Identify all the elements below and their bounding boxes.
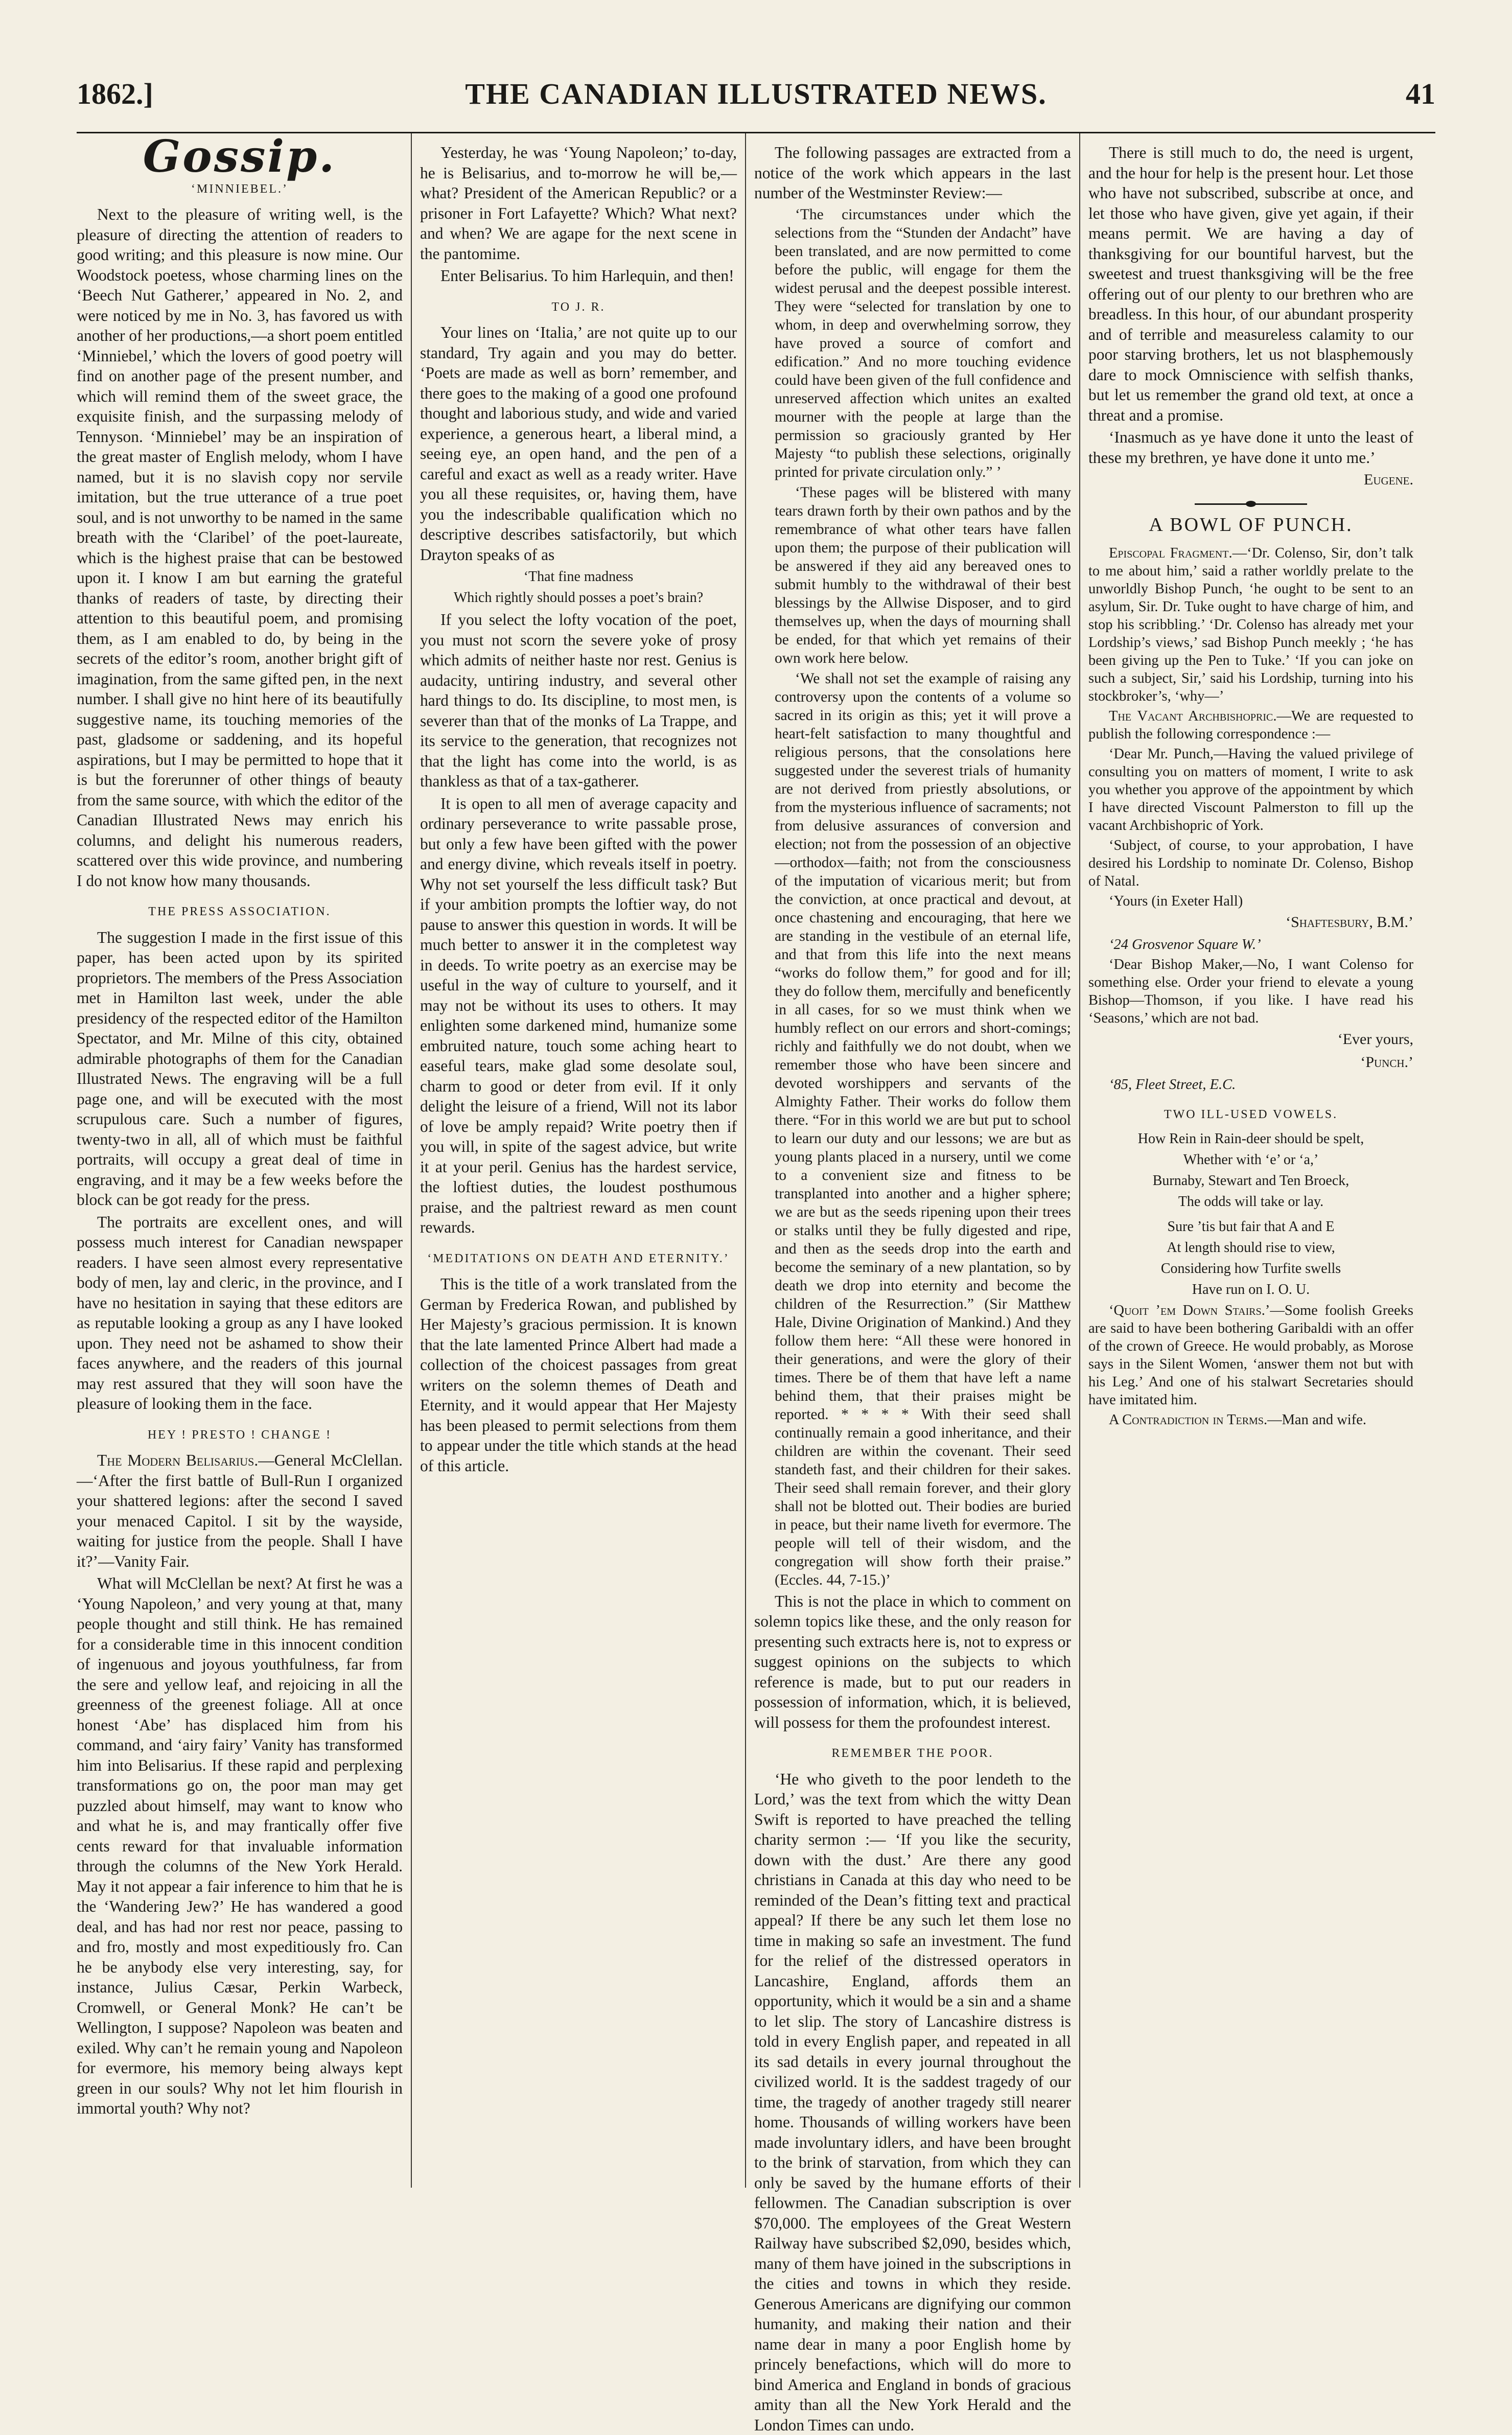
article-paragraph: ‘Inasmuch as ye have done it unto the least of these my brethren, ye have done it unto me.’ bbox=[1088, 427, 1413, 468]
lead-in: A Contradiction in Terms. bbox=[1109, 1412, 1267, 1428]
page-number: 41 bbox=[1406, 77, 1435, 111]
column-4 bbox=[1079, 133, 1413, 2188]
section-heading-gossip: Gossip. bbox=[77, 147, 403, 167]
article-paragraph: Next to the pleasure of writing well, is the pleasure of directing the attention of readers to good writing; and this pleasure is now mine. Our Woodstock poetess, whose charming lines on the ‘Beech Nut Gatherer,’ appeared in No. 2, and were noticed by me in No. 3, has favored us with another of her productions,—a short poem entitled ‘Minniebel,’ which the lovers of good poetry will find on another page of the present number, and which will remind them of the sweet grace, the exquisite finish, and the surpassing melody of Tennyson. ‘Minniebel’ may be an inspiration of the great master of English melody, whom I have named, but it is no slavish copy nor servile imitation, but the true utterance of a true poet soul, and is not unworthy to be named in the same breath with the ‘Claribel’ of the poet-laureate, which is the highest praise that can be bestowed upon it. I know I am but earning the grateful thanks of readers of taste, by directing their attention to this beautiful poem, and promising them, as I am enabled to do, by being in the secrets of the editor’s room, another bright gift of imagination, from the same gifted pen, in the next number. I shall give no hint here of its beautifully suggestive name, its touching memories of the past, gladsome or saddening, and its hopeful aspirations, but I may be permitted to hope that it is but the forerunner of other things of beauty from the same source, with which the editor of the Canadian Illustrated News may enrich his columns, and delight his numerous readers, scattered over this wide province, and numbering I do not know how many thousands. bbox=[77, 204, 403, 891]
article-paragraph: It is open to all men of average capacity and ordinary perseverance to write passable prose, but only a few have been gifted with the power and energy divine, which reveals itself in poetry. Why not set yourself the less difficult task? But if your ambition prompts the loftier way, do not pause to answer this question in words. It will be much better to answer it in the completest way in deeds. To write poetry as an exercise may be useful in the way of culture to yourself, and it may not be without its uses to others. It may enlighten some darkened mind, humanize some embruited nature, touch some aching heart to easeful tears, make glad some desolate soul, charm to good or deter from evil. If it only delight the leisure of a friend, Will not its labor of love be amply repaid? Write poetry then if you will, in spite of the sagest advice, but write it at your peril. Genius has the hardest service, the loftiest duties, the loudest posthumous praise, and the paltriest reward as men count rewards. bbox=[420, 794, 737, 1238]
article-paragraph: ‘Quoit ’em Down Stairs.’—Some foolish Greeks are said to have been bothering Garibaldi with an offer of the crown of Greece. He would probably, as Morose says in the Silent Women, ‘answer them not but with his Leg.’ And one of his stalwart Secretaries should have imitated him. bbox=[1088, 1302, 1413, 1409]
column-3 bbox=[745, 133, 1079, 2188]
letter-paragraph: ‘Dear Mr. Punch,—Having the valued privilege of consulting you on matters of moment, I write to ask you whether you approve of the appointment by which I have directed Viscount Palmerston to fill up the vacant Archbishopric of York. bbox=[1088, 745, 1413, 834]
article-paragraph: Enter Belisarius. To him Harlequin, and then! bbox=[420, 266, 737, 286]
article-paragraph: What will McClellan be next? At first he was a ‘Young Napoleon,’ and very young at that, many people thought and still think. He has remained for a considerable time in this innocent condition of ingenuous and joyous youthfulness, far from the sere and yellow leaf, and rejoicing in all the greenness of the greenest foliage. All at once honest ‘Abe’ has displaced him from his command, and ‘airy fairy’ Vanity has transformed him into Belisarius. If these rapid and perplexing transformations go on, the poor man may get puzzled about himself, may want to know who and what he is, and may frantically offer five cents reward for that invaluable information through the columns of the New York Herald. May it not appear a fair inference to him that he is the ‘Wandering Jew?’ He has wandered a good deal, and has had nor rest nor peace, passing to and fro, mostly and most expeditiously fro. Can he be anybody else very interesting, say, for instance, Julius Cæsar, Perkin Warbeck, Cromwell, or General Monk? He can’t be Wellington, I suppose? Napoleon was beaten and exiled. Why can’t he remain young and Napoleon for evermore, his memory being always kept green in our souls? Why not let him flourish in immortal youth? Why not? bbox=[77, 1573, 403, 2119]
verse-line: Whether with ‘e’ or ‘a,’ bbox=[1088, 1151, 1413, 1169]
quoted-passage: ‘The circumstances under which the selections from the “Stunden der Andacht” have been translated, and are now permitted to come before the public, will engage for them the widest perusal and the deepest possible interest. They were “selected for translation by one to whom, in deep and overwhelming sorrow, they have proved a source of comfort and edification.” And no more touching evidence could have been given of the full confidence and unreserved affection which unites an exalted mourner with the people at large than the permission so graciously granted by Her Majesty “to publish these selections, originally printed for private circulation only.” ’ bbox=[754, 205, 1071, 481]
article-paragraph: Yesterday, he was ‘Young Napoleon;’ to-day, he is Belisarius, and to-morrow he will be,—what? President of the American Republic? or a prisoner in Fort Lafayette? Which? What next? and when? We are agape for the next scene in the pantomime. bbox=[420, 143, 737, 264]
section-divider bbox=[1195, 503, 1307, 505]
article-columns bbox=[77, 132, 1435, 2188]
masthead bbox=[77, 77, 1435, 123]
article-paragraph: ‘He who giveth to the poor lendeth to the Lord,’ was the text from which the witty Dean Swift is reported to have preached the telling charity sermon :— ‘If you like the security, down with the dust.’ Are there any good christians in Canada at this day who need to be reminded of the Dean’s fitting text and practical appeal? If there be any such let them lose no time in making so safe an investment. The fund for the relief of the distressed operators in Lancashire, England, affords them an opportunity, which it would be a sin and a shame to let slip. The story of Lancashire distress is told in every English paper, and repeated in all its sad details in every journal throughout the civilized world. It is the saddest tragedy of our time, the tragedy of another tragedy still nearer home. Thousands of willing workers have been made involuntary idlers, and have been brought to the brink of starvation, from which they can only be saved by the humane efforts of their fellowmen. The Canadian subscription is over $70,000. The employees of the Great Western Railway have subscribed $2,090, besides which, many of them have joined in the subscriptions in the cities and towns in which they reside. Generous Americans are dignifying our common humanity, and making their nation and their name dear in many a poor English home by princely benefactions, which will do more to bind America and England in bonds of gracious amity than all the New York Herald and the London Times can undo. bbox=[754, 1769, 1071, 2435]
article-heading-meditations: ‘MEDITATIONS ON DEATH AND ETERNITY.’ bbox=[420, 1249, 737, 1269]
letter-paragraph: ‘Dear Bishop Maker,—No, I want Colenso for something else. Order your friend to elevate a young Bishop—Thomson, if you like. I have read his ‘Seasons,’ which are not bad. bbox=[1088, 956, 1413, 1027]
article-paragraph: This is not the place in which to comment on solemn topics like these, and the only reason for presenting such extracts here is, not to express or suggest opinions on the subjects to which reference is made, but to put our readers in possession of information, which, it is believed, will possess for them the profoundest interest. bbox=[754, 1591, 1071, 1733]
verse-line: Which rightly should posses a poet’s brain? bbox=[420, 589, 737, 607]
quoted-passage: ‘We shall not set the example of raising any controversy upon the contents of a volume so sacred in its origin as this; yet it will prove a heart-felt satisfaction to many thoughtful and religious persons, that the consolations here suggested under the severest trials of humanity are not derived from priestly absolutions, or from the mysterious influence of sacraments; not from delusive assurances of conversion and election; not from the possession of an objective—orthodox—faith; not from the consciousness of the imputation of vicarious merit; but from the conviction, at once practical and devout, at once chastening and encouraging, that here we are standing in the vestibule of an eternal life, and that from this life into the next means “works do follow them,” for good and for ill; they do follow them, mercifully and beneficently in all cases, for so we must think when we humbly reflect on our errors and short-comings; richly and faithfully we do not doubt, when we remember those who have been sincere and devoted worshippers and servants of the Almighty Father. Their works do follow them there. “For in this world we are but put to school to learn our duty and our lessons; we are but as young plants placed in a nursery, until we come to a convenient size and fitness to be transplanted into another and a higher sphere; we are but as the seeds ripening upon their trees or stalks until they be fully digested and ripe, and then as the seeds drop into the earth and become the seminary of a new plantation, so by death we drop into eternity and become the children of the Resurrection.” (Sir Matthew Hale, Divine Origination of Mankind.) And they follow them here: “All these were honored in their generations, and were the glory of their times. There be of them that have left a name behind them, that their praises might be reported. * * * * With their seed shall continually remain a good inheritance, and their children are within the covenant. Their seed standeth fast, and their children for their sakes. Their seed shall remain forever, and their glory shall not be blotted out. Their bodies are buried in peace, but their name liveth for evermore. The people will tell of their wisdom, and the congregation will show forth their praise.” (Eccles. 44, 7-15.)’ bbox=[754, 669, 1071, 1589]
article-heading-vowels: TWO ILL-USED VOWELS. bbox=[1088, 1105, 1413, 1125]
article-heading-remember-poor: REMEMBER THE POOR. bbox=[754, 1744, 1071, 1764]
article-paragraph: This is the title of a work translated from the German by Frederica Rowan, and published by Her Majesty’s gracious permission. It is known that the late lamented Prince Albert had made a collection of the choicest passages from great writers on the solemn themes of Death and Eternity, and it would appear that Her Majesty has been pleased to permit selections from them to appear under the title which stands at the head of this article. bbox=[420, 1274, 737, 1476]
article-paragraph: The suggestion I made in the first issue of this paper, has been acted upon by its spirited proprietors. The members of the Press Association met in Hamilton last week, under the able presidency of the respected editor of the Hamilton Spectator, and Mr. Milne of this city, obtained admirable photographs of them for the Canadian Illustrated News. The engraving will be a full page one, and will be executed with the most scrupulous care. Such a number of figures, twenty-two in all, all of which must be faithful portraits, will occupy a great deal of time in engraving, and it may be a few weeks before the block can be got ready for the press. bbox=[77, 927, 403, 1210]
letter-address: ‘24 Grosvenor Square W.’ bbox=[1088, 936, 1413, 954]
verse-line: Have run on I. O. U. bbox=[1088, 1281, 1413, 1298]
article-heading-minniebel: ‘MINNIEBEL.’ bbox=[77, 179, 403, 200]
article-heading-press-association: THE PRESS ASSOCIATION. bbox=[77, 902, 403, 922]
letter-signature: ‘Punch.’ bbox=[1088, 1052, 1413, 1073]
verse-line: Burnaby, Stewart and Ten Broeck, bbox=[1088, 1172, 1413, 1190]
lead-in: The Modern Belisarius. bbox=[97, 1451, 258, 1469]
article-paragraph: The portraits are excellent ones, and will possess much interest for Canadian newspaper readers. I have seen almost every representative body of men, lay and cleric, in the province, and I have no hesitation in saying that these editors are as reputable looking a group as any I have looked upon. They need not be ashamed to show their faces anywhere, and the readers of this journal may rest assured that they will soon have the pleasure of looking them in the face. bbox=[77, 1212, 403, 1414]
issue-year: 1862.] bbox=[77, 77, 153, 111]
verse-line: Considering how Turfite swells bbox=[1088, 1260, 1413, 1278]
article-paragraph: A Contradiction in Terms.—Man and wife. bbox=[1088, 1411, 1413, 1429]
lead-in: ‘Quoit ’em Down Stairs.’ bbox=[1109, 1303, 1270, 1318]
article-paragraph: The following passages are extracted from a notice of the work which appears in the last number of the Westminster Review:— bbox=[754, 143, 1071, 203]
article-paragraph: If you select the lofty vocation of the poet, you must not scorn the severe yoke of prosy which admits of neither haste nor rest. Genius is audacity, untiring industry, and several other hard things to do. Its discipline, to most men, is severer than that of the monks of La Trappe, and its service to the generation, that recognizes not that the light has come into the world, is as thankless as that of a tax-gatherer. bbox=[420, 610, 737, 792]
letter-closing: ‘Ever yours, bbox=[1088, 1029, 1413, 1050]
article-paragraph: Episcopal Fragment.—‘Dr. Colenso, Sir, don’t talk to me about him,’ said a rather worldly prelate to the unworldly Bishop Punch, ‘he ought to be sent to an asylum, Sir. Dr. Tuke ought to have charge of him, and stop his scribbling.’ ‘Dr. Colenso has already met your Lordship’s views,’ sad Bishop Punch meekly ; ‘he has been giving up the Pen to Tuke.’ ‘If you can joke on such a subject, Sir,’ said his Lordship, turning into his stockbroker’s, ‘why—’ bbox=[1088, 544, 1413, 705]
verse-line: Sure ’tis but fair that A and E bbox=[1088, 1218, 1413, 1236]
lead-in: Episcopal Fragment. bbox=[1109, 545, 1232, 561]
article-paragraph: Your lines on ‘Italia,’ are not quite up to our standard, Try again and you may do better. ‘Poets are made as well as born’ remember, and there goes to the making of a good one profound thought and laborious study, and wide and varied experience, a generous heart, a liberal mind, a seeing eye, an open hand, and the pen of a careful and exact as well as a ready writer. Have you all these requisites, or, having them, have you the indescribable qualification which no descriptive describes satisfactorily, but which Drayton speaks of as bbox=[420, 322, 737, 565]
article-heading-bowl-of-punch: A BOWL OF PUNCH. bbox=[1088, 515, 1413, 536]
newspaper-title: THE CANADIAN ILLUSTRATED NEWS. bbox=[77, 77, 1435, 111]
letter-address: ‘85, Fleet Street, E.C. bbox=[1088, 1076, 1413, 1094]
author-signature: Eugene. bbox=[1088, 470, 1413, 490]
article-paragraph: The Vacant Archbishopric.—We are requested to publish the following correspondence :— bbox=[1088, 707, 1413, 743]
article-paragraph: The Modern Belisarius.—General McClellan.—‘After the first battle of Bull-Run I organized your shattered legions: after the second I saved your menaced Capitol. I sit by the wayside, waiting for justice from the people. Shall I have it?’—Vanity Fair. bbox=[77, 1450, 403, 1571]
verse-line: How Rein in Rain-deer should be spelt, bbox=[1088, 1130, 1413, 1148]
letter-paragraph: ‘Subject, of course, to your approbation, I have desired his Lordship to nominate Dr. Colenso, Bishop of Natal. bbox=[1088, 837, 1413, 890]
letter-signature: ‘Shaftesbury, B.M.’ bbox=[1088, 912, 1413, 933]
article-heading-to-jr: TO J. R. bbox=[420, 297, 737, 318]
lead-in: The Vacant Archbishopric. bbox=[1109, 708, 1276, 724]
verse-line: The odds will take or lay. bbox=[1088, 1193, 1413, 1211]
article-heading-hey-presto: HEY ! PRESTO ! CHANGE ! bbox=[77, 1425, 403, 1446]
column-2 bbox=[411, 133, 745, 2188]
verse-line: At length should rise to view, bbox=[1088, 1239, 1413, 1257]
column-1 bbox=[77, 133, 411, 2188]
verse-line: ‘That fine madness bbox=[420, 568, 737, 586]
letter-paragraph: ‘Yours (in Exeter Hall) bbox=[1088, 892, 1413, 910]
quoted-passage: ‘These pages will be blistered with many tears drawn forth by their own pathos and by the remembrance of what other tears have fallen upon them; the purpose of their publication will be answered if they aid any bereaved ones to submit humbly to the withdrawal of their best blessings by the Allwise Disposer, and to gird themselves up, when the days of mourning shall be ended, for that which yet remains of their own work here below. bbox=[754, 483, 1071, 667]
article-paragraph: There is still much to do, the need is urgent, and the hour for help is the present hour. Let those who have not subscribed, subscribe at once, and let those who have given, give yet again, if their means permit. We are having a day of thanksgiving for our bountiful harvest, but the sweetest and truest thanksgiving will be the free offering out of our plenty to our brethren who are breadless. In this hour, of our abundant prosperity and of terrible and measureless calamity to our poor starving brothers, let us not blasphemously dare to mock Omniscience with selfish thanks, but let us remember the grand old text, at once a threat and a promise. bbox=[1088, 143, 1413, 425]
